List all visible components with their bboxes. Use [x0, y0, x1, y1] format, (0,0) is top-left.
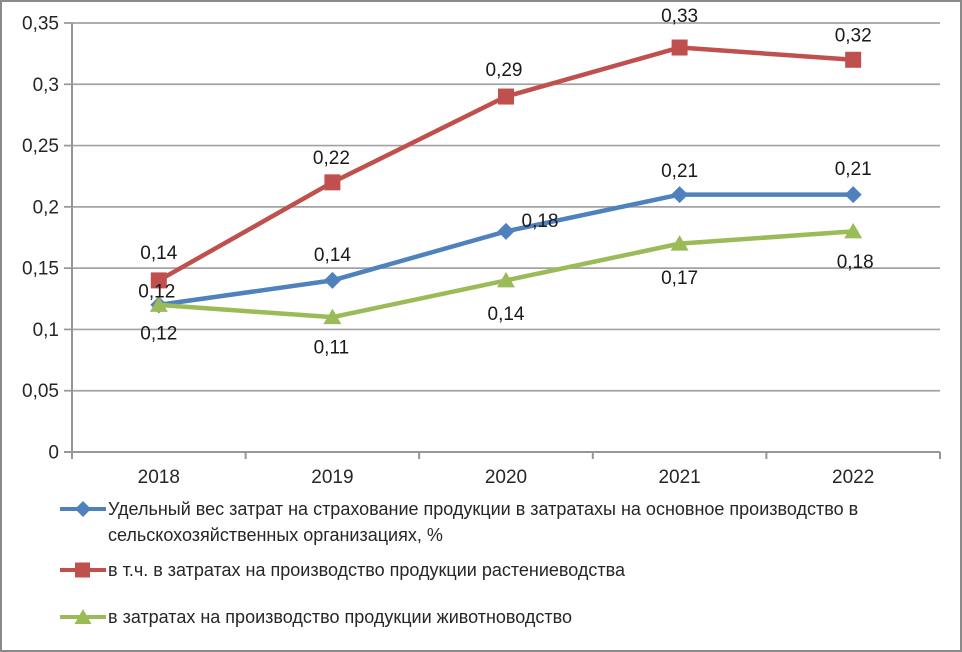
legend-marker-triangle-icon [60, 609, 106, 625]
data-point-diamond [671, 186, 688, 203]
legend-marker-diamond-icon [60, 501, 106, 517]
x-axis-label: 2018 [137, 467, 180, 488]
y-axis-label: 0,35 [22, 13, 59, 35]
data-point-square [498, 89, 514, 105]
legend-label-line: в затратах на производство продукции животноводство [108, 607, 573, 627]
y-axis-label: 0,15 [22, 258, 59, 280]
legend-item-insurance-share [60, 496, 944, 548]
y-axis-label: 0 [48, 442, 59, 464]
line-chart [2, 2, 962, 494]
data-label: 0,33 [661, 6, 699, 28]
data-label: 0,29 [485, 60, 523, 82]
data-point-square [324, 174, 340, 190]
x-axis-label: 2020 [484, 467, 528, 488]
data-point-diamond [324, 272, 341, 289]
legend-label-line: в т.ч. в затратах на производство продукции растениеводства [108, 560, 626, 580]
data-label: 0,14 [487, 303, 525, 325]
data-label: 0,17 [661, 268, 699, 290]
data-label: 0,18 [521, 210, 559, 232]
y-axis-label: 0,3 [32, 74, 59, 96]
series-line [159, 195, 853, 305]
legend-label [108, 557, 625, 583]
legend-label-line: сельскохозяйственных организациях, % [108, 525, 443, 545]
legend-label [108, 604, 572, 630]
data-label: 0,21 [834, 159, 872, 181]
legend-label [108, 496, 858, 548]
data-point-diamond [498, 223, 515, 240]
data-label: 0,11 [313, 337, 350, 359]
x-axis-label: 2022 [832, 467, 875, 488]
data-label: 0,21 [661, 161, 699, 183]
data-label: 0,12 [138, 281, 176, 303]
data-point-diamond [845, 186, 862, 203]
data-label: 0,32 [834, 25, 872, 47]
y-axis-label: 0,05 [22, 381, 59, 403]
legend-marker-square-icon [60, 562, 106, 578]
data-label: 0,12 [140, 323, 178, 345]
data-label: 0,14 [313, 244, 351, 266]
y-axis-label: 0,25 [22, 136, 59, 158]
x-axis-label: 2021 [658, 467, 701, 488]
data-point-square [845, 52, 861, 68]
y-axis-label: 0,1 [32, 319, 59, 341]
legend-item-livestock-production [60, 604, 944, 630]
data-label: 0,18 [836, 251, 874, 273]
y-axis-label: 0,2 [32, 197, 59, 219]
series-line [159, 48, 853, 281]
legend-item-crop-production [60, 557, 944, 583]
chart-legend [60, 496, 944, 630]
data-point-square [672, 40, 688, 56]
data-label: 0,22 [312, 147, 350, 169]
legend-label-line: Удельный вес затрат на страхование продукции в затратахы на основное производство в [108, 499, 859, 519]
data-label: 0,14 [140, 242, 178, 264]
x-axis-label: 2019 [311, 467, 354, 488]
